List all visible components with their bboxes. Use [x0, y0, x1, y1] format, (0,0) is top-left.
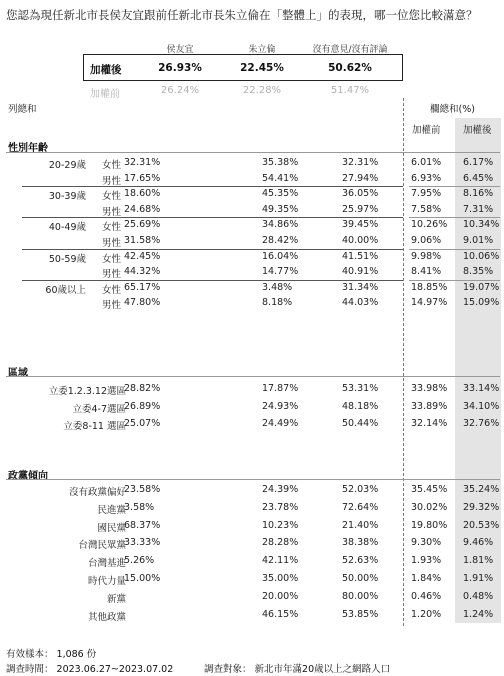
cell-total-before: 6.01%	[411, 157, 442, 168]
cell-chu: 24.93%	[262, 400, 299, 412]
cell-chu: 34.86%	[262, 219, 299, 231]
cell-total-before: 1.20%	[411, 608, 442, 620]
age-group-label: 30-39歲	[48, 191, 86, 203]
sex-label: 男性	[102, 238, 122, 249]
weighted-before-hou: 26.24%	[160, 85, 200, 96]
section-gender-age: 性別年齡	[8, 143, 48, 154]
cell-total-before: 7.58%	[411, 203, 442, 215]
section-party: 政黨傾向	[8, 471, 48, 482]
age-group-divider	[22, 249, 403, 250]
cell-total-after: 6.17%	[463, 157, 494, 168]
column-header-hou: 侯友宜	[166, 45, 194, 55]
cell-no-opinion: 72.64%	[342, 501, 379, 513]
cell-no-opinion: 32.31%	[342, 157, 379, 168]
age-group-divider	[22, 186, 403, 187]
weighted-after-hou: 26.93%	[158, 62, 202, 74]
section-rule	[6, 376, 500, 377]
column-header-no-opinion: 沒有意見/沒有評論	[312, 45, 388, 55]
cell-chu: 28.42%	[262, 235, 299, 246]
cell-total-before: 6.93%	[411, 172, 442, 184]
cell-no-opinion: 27.94%	[342, 172, 379, 184]
age-group-divider	[409, 186, 500, 187]
cell-hou: 25.69%	[124, 219, 161, 231]
cell-hou: 18.60%	[124, 188, 161, 200]
cell-hou: 5.26%	[124, 555, 155, 567]
cell-total-before: 18.85%	[411, 281, 448, 293]
sex-label: 男性	[102, 175, 122, 187]
age-group-label: 40-49歲	[48, 222, 86, 234]
sex-label: 男性	[102, 300, 122, 312]
party-label: 台灣基進	[87, 558, 126, 570]
weighted-after-label: 加權後	[90, 64, 122, 76]
cell-no-opinion: 25.97%	[342, 203, 379, 215]
cell-total-before: 35.45%	[411, 484, 448, 495]
cell-no-opinion: 53.85%	[342, 608, 379, 620]
cell-no-opinion: 21.40%	[342, 519, 379, 531]
section-region: 區域	[8, 368, 28, 379]
weighted-before-chu: 22.28%	[242, 85, 282, 96]
age-group-label: 60歲以上	[45, 284, 86, 296]
cell-chu: 24.39%	[262, 484, 299, 495]
cell-total-after: 10.34%	[463, 219, 500, 231]
region-label: 立委8-11 選區	[63, 421, 126, 432]
cell-no-opinion: 44.03%	[342, 297, 379, 309]
sex-label: 女性	[102, 222, 122, 234]
cell-chu: 23.78%	[262, 501, 299, 513]
cell-no-opinion: 40.00%	[342, 235, 379, 246]
cell-no-opinion: 41.51%	[342, 250, 379, 262]
cell-chu: 49.35%	[262, 203, 299, 215]
cell-total-after: 20.53%	[463, 519, 500, 531]
cell-total-after: 15.09%	[463, 297, 500, 309]
cell-chu: 20.00%	[262, 590, 299, 602]
cell-chu: 35.00%	[262, 573, 299, 584]
cell-chu: 35.38%	[262, 157, 299, 168]
column-total-before-header: 加權前	[412, 125, 441, 136]
weighted-before-no-opinion: 51.47%	[330, 85, 370, 96]
cell-chu: 45.35%	[262, 188, 299, 200]
column-divider	[403, 98, 404, 626]
region-label: 立委1.2.3.12選區	[48, 386, 126, 397]
cell-hou: 26.89%	[124, 400, 161, 412]
cell-chu: 24.49%	[262, 418, 299, 429]
cell-hou: 28.82%	[124, 383, 161, 394]
party-label: 沒有政黨偏好	[68, 487, 126, 498]
cell-no-opinion: 52.03%	[342, 484, 379, 495]
cell-total-after: 6.45%	[463, 172, 494, 184]
cell-total-after: 1.81%	[463, 555, 494, 567]
party-label: 時代力量	[87, 576, 126, 587]
cell-hou: 33.33%	[124, 537, 161, 549]
cell-no-opinion: 50.00%	[342, 573, 379, 584]
party-label: 其他政黨	[87, 611, 126, 623]
cell-total-after: 7.31%	[463, 203, 494, 215]
cell-hou: 42.45%	[124, 250, 161, 262]
age-group-divider	[22, 280, 403, 281]
survey-period: 調查時間： 2023.06.27~2023.07.02	[6, 664, 174, 675]
cell-total-after: 8.16%	[463, 188, 494, 200]
cell-hou: 32.31%	[124, 157, 161, 168]
cell-no-opinion: 38.38%	[342, 537, 379, 549]
cell-hou: 3.58%	[124, 501, 155, 513]
section-rule	[6, 152, 500, 153]
sex-label: 女性	[102, 253, 122, 265]
cell-no-opinion: 48.18%	[342, 400, 379, 412]
cell-total-before: 19.80%	[411, 519, 448, 531]
age-group-label: 20-29歲	[48, 160, 86, 171]
sample-size: 有效樣本： 1,086 份	[6, 649, 97, 660]
cell-chu: 14.77%	[262, 266, 299, 278]
column-total-header: 欄總和(%)	[430, 104, 475, 115]
cell-total-before: 9.30%	[411, 537, 442, 549]
cell-hou: 65.17%	[124, 281, 161, 293]
cell-hou: 31.58%	[124, 235, 161, 246]
section-rule	[6, 479, 500, 480]
cell-total-before: 33.89%	[411, 400, 448, 412]
survey-target: 調查對象： 新北市年滿20歲以上之網路人口	[204, 664, 391, 675]
cell-hou: 25.07%	[124, 418, 161, 429]
cell-total-after: 10.06%	[463, 250, 500, 262]
cell-total-before: 0.46%	[411, 590, 442, 602]
cell-no-opinion: 36.05%	[342, 188, 379, 200]
cell-hou: 44.32%	[124, 266, 161, 278]
cell-total-before: 9.98%	[411, 250, 442, 262]
cell-total-before: 7.95%	[411, 188, 442, 200]
age-group-divider	[409, 280, 500, 281]
weighted-after-chu: 22.45%	[240, 62, 284, 74]
cell-hou: 24.68%	[124, 203, 161, 215]
cell-chu: 46.15%	[262, 608, 299, 620]
cell-chu: 42.11%	[262, 555, 299, 567]
cell-total-before: 9.06%	[411, 235, 442, 246]
cell-total-after: 35.24%	[463, 484, 500, 495]
cell-chu: 3.48%	[262, 281, 293, 293]
cell-hou: 15.00%	[124, 573, 161, 584]
cell-total-after: 0.48%	[463, 590, 494, 602]
cell-chu: 17.87%	[262, 383, 299, 394]
cell-total-after: 8.35%	[463, 266, 494, 278]
cell-total-before: 30.02%	[411, 501, 448, 513]
cell-no-opinion: 31.34%	[342, 281, 379, 293]
age-group-divider	[409, 217, 500, 218]
cell-total-before: 1.84%	[411, 573, 442, 584]
party-label: 民進黨	[97, 504, 126, 516]
cell-hou: 47.80%	[124, 297, 161, 309]
party-label: 國民黨	[97, 522, 126, 534]
cell-no-opinion: 39.45%	[342, 219, 379, 231]
cell-chu: 10.23%	[262, 519, 299, 531]
cell-total-before: 32.14%	[411, 418, 448, 429]
cell-total-before: 10.26%	[411, 219, 448, 231]
cell-total-after: 19.07%	[463, 281, 500, 293]
column-total-after-header: 加權後	[463, 125, 492, 136]
cell-total-after: 33.14%	[463, 383, 500, 394]
cell-no-opinion: 53.31%	[342, 383, 379, 394]
cell-total-after: 9.01%	[463, 235, 494, 246]
cell-total-after: 1.24%	[463, 608, 494, 620]
cell-hou: 17.65%	[124, 172, 161, 184]
weighted-after-no-opinion: 50.62%	[328, 62, 372, 74]
cell-chu: 16.04%	[262, 250, 299, 262]
party-label: 新黨	[106, 593, 126, 605]
sex-label: 女性	[102, 191, 122, 203]
age-group-divider	[409, 249, 500, 250]
cell-total-after: 34.10%	[463, 400, 500, 412]
age-group-label: 50-59歲	[48, 253, 86, 265]
cell-hou: 68.37%	[124, 519, 161, 531]
cell-total-after: 9.46%	[463, 537, 494, 549]
weighted-before-label: 加權前	[90, 89, 120, 100]
cell-chu: 28.28%	[262, 537, 299, 549]
cell-chu: 8.18%	[262, 297, 293, 309]
cell-hou: 23.58%	[124, 484, 161, 495]
row-total-header: 列總和	[8, 104, 37, 115]
column-header-chu: 朱立倫	[248, 45, 276, 55]
party-label: 台灣民眾黨	[78, 540, 126, 552]
cell-total-after: 1.91%	[463, 573, 494, 584]
cell-total-before: 8.41%	[411, 266, 442, 278]
cell-chu: 54.41%	[262, 172, 299, 184]
sex-label: 女性	[102, 160, 122, 171]
cell-total-before: 14.97%	[411, 297, 448, 309]
cell-total-after: 29.32%	[463, 501, 500, 513]
sex-label: 女性	[102, 284, 122, 296]
cell-no-opinion: 40.91%	[342, 266, 379, 278]
cell-no-opinion: 80.00%	[342, 590, 379, 602]
sex-label: 男性	[102, 206, 122, 218]
cell-total-before: 1.93%	[411, 555, 442, 567]
age-group-divider	[22, 217, 403, 218]
cell-total-after: 32.76%	[463, 418, 500, 429]
cell-no-opinion: 52.63%	[342, 555, 379, 567]
region-label: 立委4-7選區	[72, 403, 126, 415]
cell-no-opinion: 50.44%	[342, 418, 379, 429]
cell-total-before: 33.98%	[411, 383, 448, 394]
survey-question: 您認為現任新北市長侯友宜跟前任新北市長朱立倫在「整體上」的表現，哪一位您比較滿意？	[6, 8, 478, 22]
sex-label: 男性	[102, 269, 122, 281]
